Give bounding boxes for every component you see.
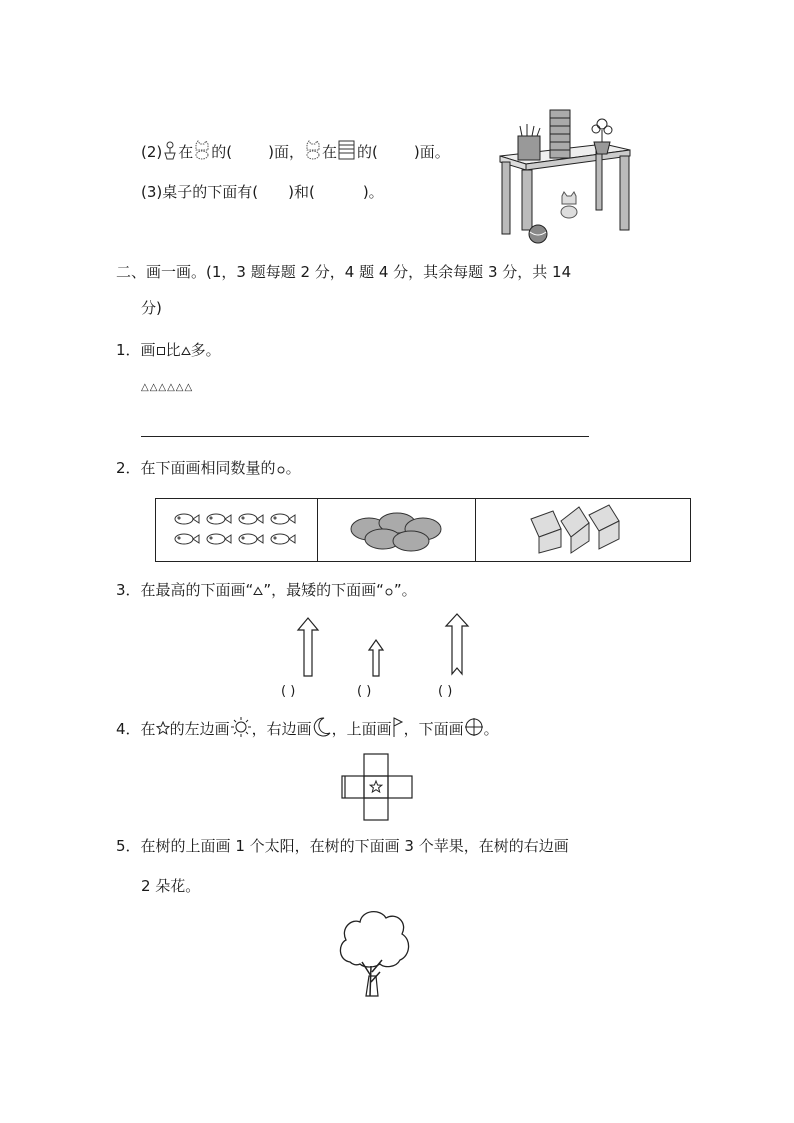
flag-icon: [392, 716, 404, 743]
cake-group-icon: [475, 499, 690, 561]
question-number: 1．: [116, 341, 141, 359]
question-number: 3．: [116, 581, 141, 599]
moon-icon: [312, 716, 332, 743]
triangle-icon: [181, 341, 191, 361]
question-2-5-cont: 2 朵花。: [141, 877, 201, 895]
answer-line: [141, 436, 589, 437]
question-1-3: (3)桌子的下面有( )和( )。: [141, 183, 384, 201]
section-heading-cont: 分): [141, 299, 162, 317]
target-circle-icon: [464, 717, 484, 742]
answer-paren-3[interactable]: ( ): [438, 684, 453, 699]
flower-pot-icon: [162, 140, 178, 165]
square-icon: [156, 341, 166, 361]
arrow-short-icon: [369, 640, 383, 676]
arrow-medium-icon: [298, 618, 318, 676]
question-number: 4．: [116, 720, 141, 738]
answer-paren-2[interactable]: ( ): [357, 684, 372, 699]
fish-group-icon: [156, 499, 316, 561]
triangle-icon: [253, 581, 263, 601]
stone-group-icon: [317, 499, 475, 561]
table-cell-cakes: [475, 499, 690, 561]
cat-icon: [304, 140, 322, 165]
section-heading: 二、画一画。(1，3 题每题 2 分，4 题 4 分，其余每题 3 分，共 14: [116, 263, 572, 281]
table-illustration: [494, 104, 634, 246]
circle-icon: [276, 459, 286, 479]
star-icon: [156, 720, 170, 740]
table-cell-fish: [156, 499, 318, 561]
tree-icon: [336, 906, 414, 998]
question-2-2: 2．在下面画相同数量的 。: [116, 459, 301, 477]
question-number: 2．: [116, 459, 141, 477]
question-2-3: 3．在最高的下面画“ ”，最矮的下面画“ ”。: [116, 581, 417, 599]
question-2-1: 1．画 比 多。: [116, 341, 221, 359]
answer-paren-1[interactable]: ( ): [281, 684, 296, 699]
arrow-tall-icon: [446, 614, 468, 674]
sun-icon: [230, 716, 252, 743]
question-2-4: 4．在 的左边画 ，右边画 ，上面画 ，下面画 。: [116, 716, 499, 743]
circle-icon: [384, 581, 394, 601]
cross-grid: [340, 752, 416, 822]
cat-icon: [193, 140, 211, 165]
book-stack-icon: [337, 139, 357, 166]
counting-table: [155, 498, 691, 562]
question-number: (2): [141, 143, 163, 161]
center-star-icon: [370, 781, 382, 792]
question-1-2: (2) 在 的( )面， 在 的( )面。: [141, 139, 450, 166]
question-2-5: 5．在树的上面画 1 个太阳，在树的下面画 3 个苹果，在树的右边画: [116, 837, 569, 855]
arrows-illustration: [280, 612, 480, 684]
table-cell-stones: [317, 499, 476, 561]
triangle-row: △△△△△△: [141, 382, 194, 393]
question-number: 5．: [116, 837, 141, 855]
